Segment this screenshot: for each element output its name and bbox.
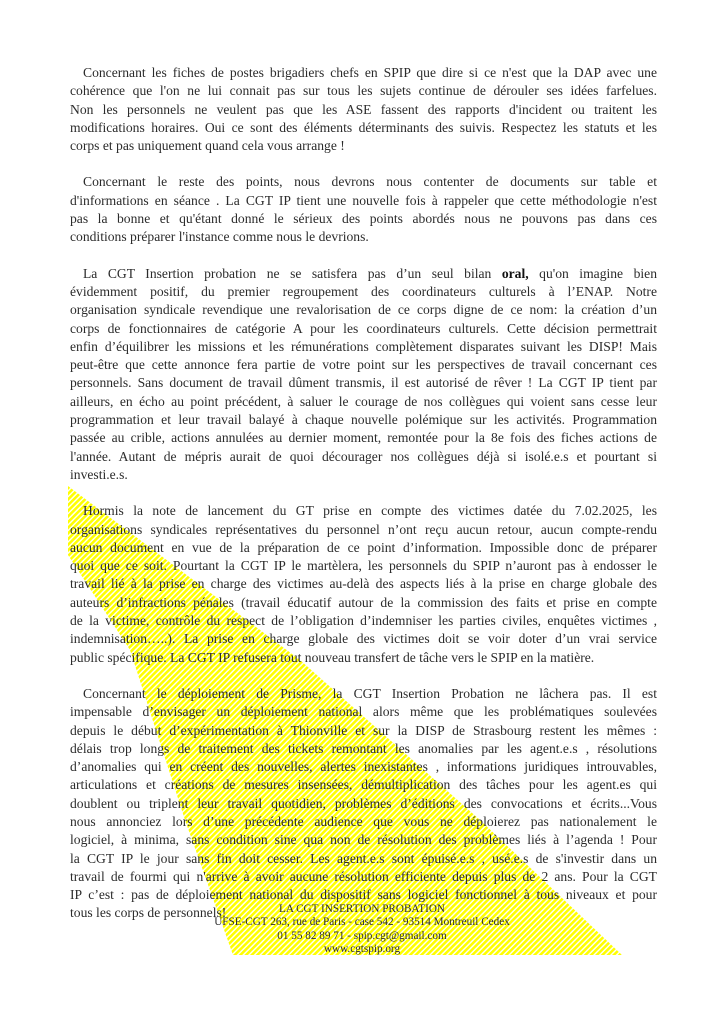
text-line: travail lié à la prise en charge des victimes au-delà des aspects liés à la prise en charge globale des bbox=[70, 576, 657, 592]
text-line bbox=[70, 265, 657, 283]
text-line: IP c’est : pas de déploiement national du dispositif sans logiciel fonctionnel à tous niveaux et pour bbox=[70, 887, 657, 903]
text-line: organisations syndicales représentatives du personnel n’ont reçu aucun retour, aucun compte-rendu bbox=[70, 521, 657, 537]
text-line: organisation syndicale revendique une revalorisation de ce corps digne de ce nom: la création d’un bbox=[70, 302, 657, 318]
text-line: évidemment positif, du premier regroupement des coordinateurs culturels à l’ENAP. Notre bbox=[70, 283, 657, 299]
text-run: qu'on imagine bien bbox=[528, 265, 657, 281]
footer-address: UFSE-CGT 263, rue de Paris - case 542 - 93514 Montreuil Cedex bbox=[214, 916, 510, 929]
text-line: conditions préparer l'instance comme nous le devrions. bbox=[70, 229, 369, 245]
paragraph-brigadiers bbox=[70, 64, 657, 155]
text-line: quoi que ce soit. Pourtant la CGT IP le martèlera, les personnels du SPIP n’auront pas à endosser le bbox=[70, 558, 657, 574]
paragraph-prisme bbox=[70, 685, 657, 923]
text-line: doublent ou triplent leur travail quotidien, problèmes d’éditions des convocations et écrits...Vous bbox=[70, 795, 657, 811]
bold-word: oral, bbox=[501, 265, 529, 281]
text-line: modifications horaires. Oui ce sont des éléments déterminants des suivis. Respectez les statuts et les bbox=[70, 119, 657, 135]
footer-contact bbox=[0, 903, 724, 957]
text-line: délais trop longs de traitement des tickets remontant les anomalies par les agent.e.s , résolutions bbox=[70, 740, 657, 756]
text-line: Hormis la note de lancement du GT prise en compte des victimes datée du 7.02.2025, les bbox=[83, 503, 657, 519]
text-line: de la victime, contrôle du respect de l’obligation d’indemniser les parties civiles, enquêtes victimes , bbox=[70, 613, 657, 629]
text-line: travail de fourmi qui n'arrive à avoir aucune résolution efficiente depuis plus de 2 ans. Pour la CGT bbox=[70, 868, 657, 884]
paragraph-coordinateurs bbox=[70, 265, 657, 485]
text-line: programmation et leur travail balayé à chaque nouvelle polémique sur les activités. Programmation bbox=[70, 412, 657, 428]
text-line: aucun document en vue de la préparation de ce point d’information. Impossible donc de préparer bbox=[70, 539, 657, 555]
text-line: nous annonciez lors d’une précédente audience que vous ne déploierez pas nationalement le bbox=[70, 813, 657, 829]
text-line: corps et pas uniquement quand cela vous arrange ! bbox=[70, 138, 345, 154]
footer-contact-line: 01 55 82 89 71 - spip.cgt@gmail.com bbox=[277, 929, 447, 942]
document-body bbox=[70, 64, 657, 941]
footer-website: www.cgtspip.org bbox=[323, 943, 401, 956]
text-line: d'informations en séance . La CGT IP tient une nouvelle fois à rappeler que cette méthodologie n'est bbox=[70, 192, 657, 208]
text-line: enfin d’équilibrer les missions et les rémunérations complètement disparates suivant les DISP! Mais bbox=[70, 338, 657, 354]
text-line: Concernant le déploiement de Prisme, la CGT Insertion Probation ne lâchera pas. Il est bbox=[83, 685, 657, 701]
text-line: depuis le début d’expérimentation à Thionville et sur la DISP de Strasbourg restent les mêmes : bbox=[70, 722, 657, 738]
paragraph-victimes bbox=[70, 502, 657, 667]
paragraph-documents bbox=[70, 173, 657, 246]
text-line: l'année. Autant de mépris aurait de quoi décourager nos collègues déjà si isolé.e.s et pourtant si bbox=[70, 448, 657, 464]
text-line: articulations et créations de mesures insensées, démultiplication des tâches pour les agent.es qui bbox=[70, 777, 657, 793]
text-line: la CGT IP le jour sans fin doit cesser. Les agent.e.s sont épuisé.e.s , usé.e.s de s'investir dans un bbox=[70, 850, 657, 866]
text-line: d’anomalies qui en créent des nouvelles, alertes inexistantes , informations juridiques introuvables, bbox=[70, 759, 657, 775]
text-line: tous les corps de personnels! bbox=[70, 905, 227, 921]
text-line: auteurs d’infractions pénales (travail éducatif autour de la commission des faits et prise en compte bbox=[70, 594, 657, 610]
text-line: peut-être que cette annonce fera partie de votre point sur les perspectives de travail concernant ces bbox=[70, 357, 657, 373]
text-run: La CGT Insertion probation ne se satisfera pas d’un seul bilan bbox=[83, 265, 502, 281]
text-line: logiciel, à minima, sans condition sine qua non de résolution des problèmes liés à l’agenda ! Pour bbox=[70, 832, 657, 848]
text-line: Concernant les fiches de postes brigadiers chefs en SPIP que dire si ce n'est que la DAP avec une bbox=[83, 65, 657, 80]
text-line: indemnisation…..). La prise en charge globale des victimes doit se voir doter d’un vrai service bbox=[70, 631, 657, 647]
text-line: investi.e.s. bbox=[70, 466, 128, 482]
text-line: Non les personnels ne veulent pas que les ASE fassent des rapports d'incident ou traitent les bbox=[70, 101, 657, 117]
text-line: passée au crible, actions annulées au dernier moment, remontée pour la 8e fois des fiches actions de bbox=[70, 430, 657, 446]
text-line: cohérence que l'on ne lui connait pas sur tous les sujets continue de dérouler ses idées farfelues. bbox=[70, 83, 657, 99]
text-line: impensable d’envisager un déploiement national alors même que les problématiques soulevées bbox=[70, 704, 657, 720]
text-line: corps de fonctionnaires de catégorie A pour les coordinateurs culturels. Cette décision permettrait bbox=[70, 320, 657, 336]
text-line: Concernant le reste des points, nous devrons nous contenter de documents sur table et bbox=[83, 174, 657, 190]
footer-org-name: LA CGT INSERTION PROBATION bbox=[278, 903, 445, 915]
text-line: personnels. Sans document de travail dûment transmis, il est autorisé de rêver ! La CGT IP tient par bbox=[70, 375, 657, 391]
text-line: ailleurs, en écho au point précédent, à saluer le courage de nos collègues qui voient sans cesse leur bbox=[70, 393, 657, 409]
text-line: pas la bonne et qu'étant donné le sérieux des points abordés nous ne pouvons pas dans ces bbox=[70, 211, 657, 227]
text-line: public spécifique. La CGT IP refusera tout nouveau transfert de tâche vers le SPIP en la matière. bbox=[70, 649, 595, 665]
